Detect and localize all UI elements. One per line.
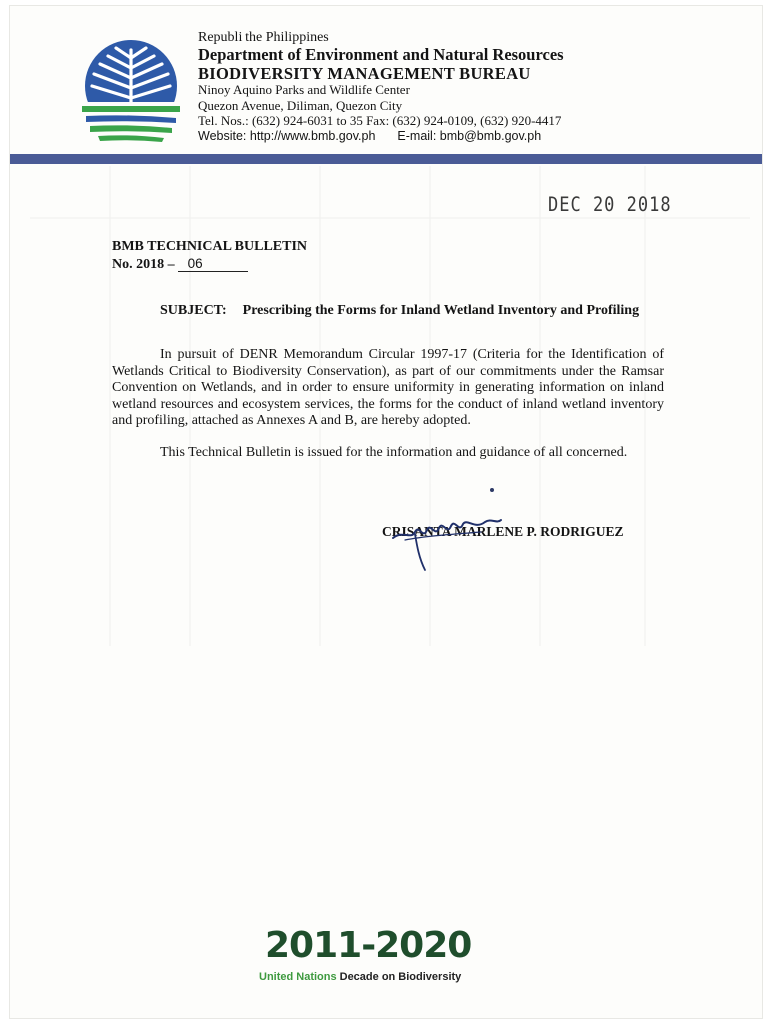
undb-logo: [255, 924, 505, 986]
un-label: United Nations: [259, 971, 337, 983]
body-paragraph-2: This Technical Bulletin is issued for the information and guidance of all concerned.: [160, 445, 628, 460]
ink-dot: [490, 488, 494, 492]
bulletin-number-prefix: No. 2018 –: [112, 257, 175, 272]
website-link[interactable]: Website: http://www.bmb.gov.ph: [198, 129, 376, 143]
subject-title: Prescribing the Forms for Inland Wetland Inventory and Profiling: [242, 303, 640, 318]
email-link[interactable]: E-mail: bmb@bmb.gov.ph: [397, 129, 542, 143]
bureau-name: BIODIVERSITY MANAGEMENT BUREAU: [198, 64, 531, 83]
address-line: Quezon Avenue, Diliman, Quezon City: [198, 98, 403, 113]
received-date-stamp: DEC 20 2018: [548, 193, 672, 217]
undb-caption: [259, 971, 461, 983]
subject-line: [160, 303, 639, 319]
center-name: Ninoy Aquino Parks and Wildlife Center: [198, 82, 410, 97]
body-paragraph-1: In pursuit of DENR Memorandum Circular 1997-17 (Criteria for the Identification of Wetlands Critical to Biodiversity Conservation), as part of our commitments under the Ramsar Convention on Wetlands, and in order to ensure uniformity in generating information on inland wetland resources and ecosystem services, the forms for the conduct of inland wetland inventory and profiling, attached as Annexes A and B, are hereby adopted.: [112, 347, 664, 429]
undb-years: 2011-2020: [265, 925, 472, 966]
web-contact-line: [198, 129, 541, 143]
telephone-line: Tel. Nos.: (632) 924-6031 to 35 Fax: (632) 924-0109, (632) 920-4417: [198, 113, 562, 128]
handwritten-signature: [385, 510, 505, 574]
bmb-tree-logo-icon: [76, 40, 186, 144]
department-name: Department of Environment and Natural Resources: [198, 45, 564, 64]
bulletin-number: [112, 257, 248, 273]
bulletin-number-value: 06: [178, 257, 248, 272]
republic-line: Republi the Philippines: [198, 30, 329, 45]
header-divider-band: [10, 154, 762, 164]
signatory-name: CRISANTA MARLENE P. RODRIGUEZ: [382, 524, 624, 539]
bulletin-title: BMB TECHNICAL BULLETIN: [112, 239, 308, 254]
decade-label: Decade on Biodiversity: [339, 971, 462, 983]
subject-label: SUBJECT:: [160, 303, 227, 318]
